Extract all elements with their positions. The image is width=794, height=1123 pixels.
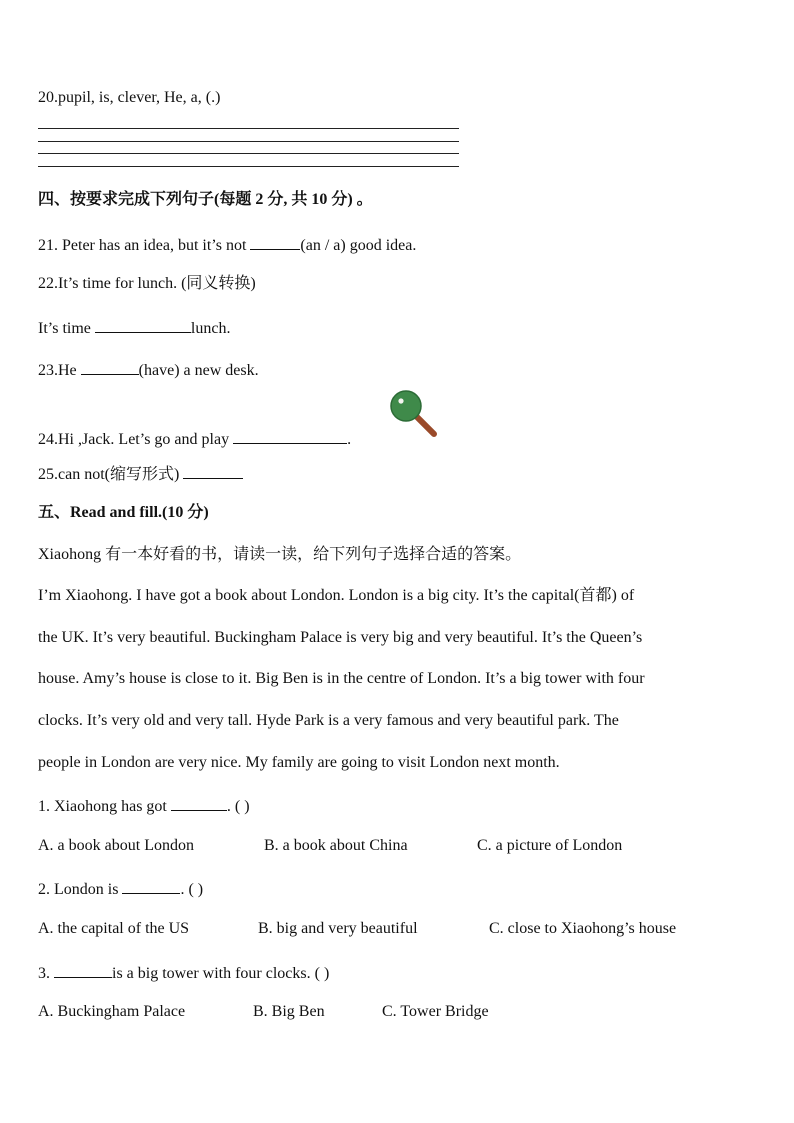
question-22 [38,274,256,294]
question-text: pupil, is, clever, He, a, (.) [58,89,221,106]
option-b[interactable]: B. big and very beautiful [258,920,418,937]
passage-line: people in London are very nice. My family are going to visit London next month. [38,754,560,771]
question-20 [38,88,220,108]
question-24 [38,427,351,450]
mc-stem-after: is a big tower with four clocks. ( ) [112,965,330,982]
question-text-before: He [58,362,81,379]
answer-blank[interactable] [81,358,139,375]
passage-line: I’m Xiaohong. I have got a book about London. London is a big city. It’s the capital(首都) of [38,587,635,604]
passage-line: the UK. It’s very beautiful. Buckingham Palace is very big and very beautiful. It’s the Queen’s [38,629,643,646]
section-4-title: 四、按要求完成下列句子(每题 2 分, 共 10 分) 。 [38,191,373,208]
answer-line [38,166,459,167]
question-number: 23. [38,362,58,379]
question-text-after: (an / a) good idea. [300,237,417,254]
answer-blank[interactable] [233,427,347,444]
answer-blank[interactable] [250,233,300,250]
question-number: 22. [38,275,58,292]
mc-question-3 [38,961,329,984]
option-b[interactable]: B. Big Ben [253,1003,325,1020]
question-text: It’s time for lunch. (同义转换) [58,275,256,292]
mc-stem-before: 3. [38,965,54,982]
ping-pong-paddle-icon [388,388,442,440]
question-number: 24. [38,431,58,448]
question-22-rewrite [38,316,230,339]
rewrite-text-before: It’s time [38,320,95,337]
question-text-after: . [347,431,352,448]
mc-stem-after: . ( ) [226,798,250,815]
answer-blank[interactable] [95,316,191,333]
option-a[interactable]: A. Buckingham Palace [38,1003,186,1020]
answer-line [38,141,459,142]
question-number: 20. [38,89,58,106]
option-a[interactable]: A. the capital of the US [38,920,190,937]
question-25 [38,462,243,485]
mc-stem-before: 2. London is [38,881,123,898]
option-a[interactable]: A. a book about London [38,837,194,854]
option-b[interactable]: B. a book about China [264,837,408,854]
passage-line: house. Amy’s house is close to it. Big Ben is in the centre of London. It’s a big tower with four [38,670,645,687]
question-number: 21. [38,237,58,254]
passage-line: clocks. It’s very old and very tall. Hyde Park is a very famous and very beautiful park. The [38,712,619,729]
question-text-before: Hi ,Jack. Let’s go and play [58,431,234,448]
answer-line [38,153,459,154]
answer-line [38,128,459,129]
answer-blank[interactable] [122,877,180,894]
answer-blank[interactable] [54,961,112,978]
mc-question-1 [38,794,250,817]
option-c[interactable]: C. Tower Bridge [382,1003,489,1020]
question-23 [38,358,259,381]
reading-instruction: Xiaohong 有一本好看的书，请读一读，给下列句子选择合适的答案。 [38,546,522,563]
mc-stem-before: 1. Xiaohong has got [38,798,171,815]
answer-blank[interactable] [183,462,243,479]
option-c[interactable]: C. a picture of London [477,837,623,854]
question-text-before: Peter has an idea, but it’s not [58,237,251,254]
question-21 [38,233,416,256]
section-5-title: 五、Read and fill.(10 分) [38,504,209,521]
answer-blank[interactable] [171,794,227,811]
question-number: 25. [38,466,58,483]
mc-stem-after: . ( ) [180,881,204,898]
mc-question-2 [38,877,203,900]
option-c[interactable]: C. close to Xiaohong’s house [489,920,677,937]
question-text-after: (have) a new desk. [138,362,259,379]
question-text: can not(缩写形式) [58,466,184,483]
rewrite-text-after: lunch. [190,320,231,337]
